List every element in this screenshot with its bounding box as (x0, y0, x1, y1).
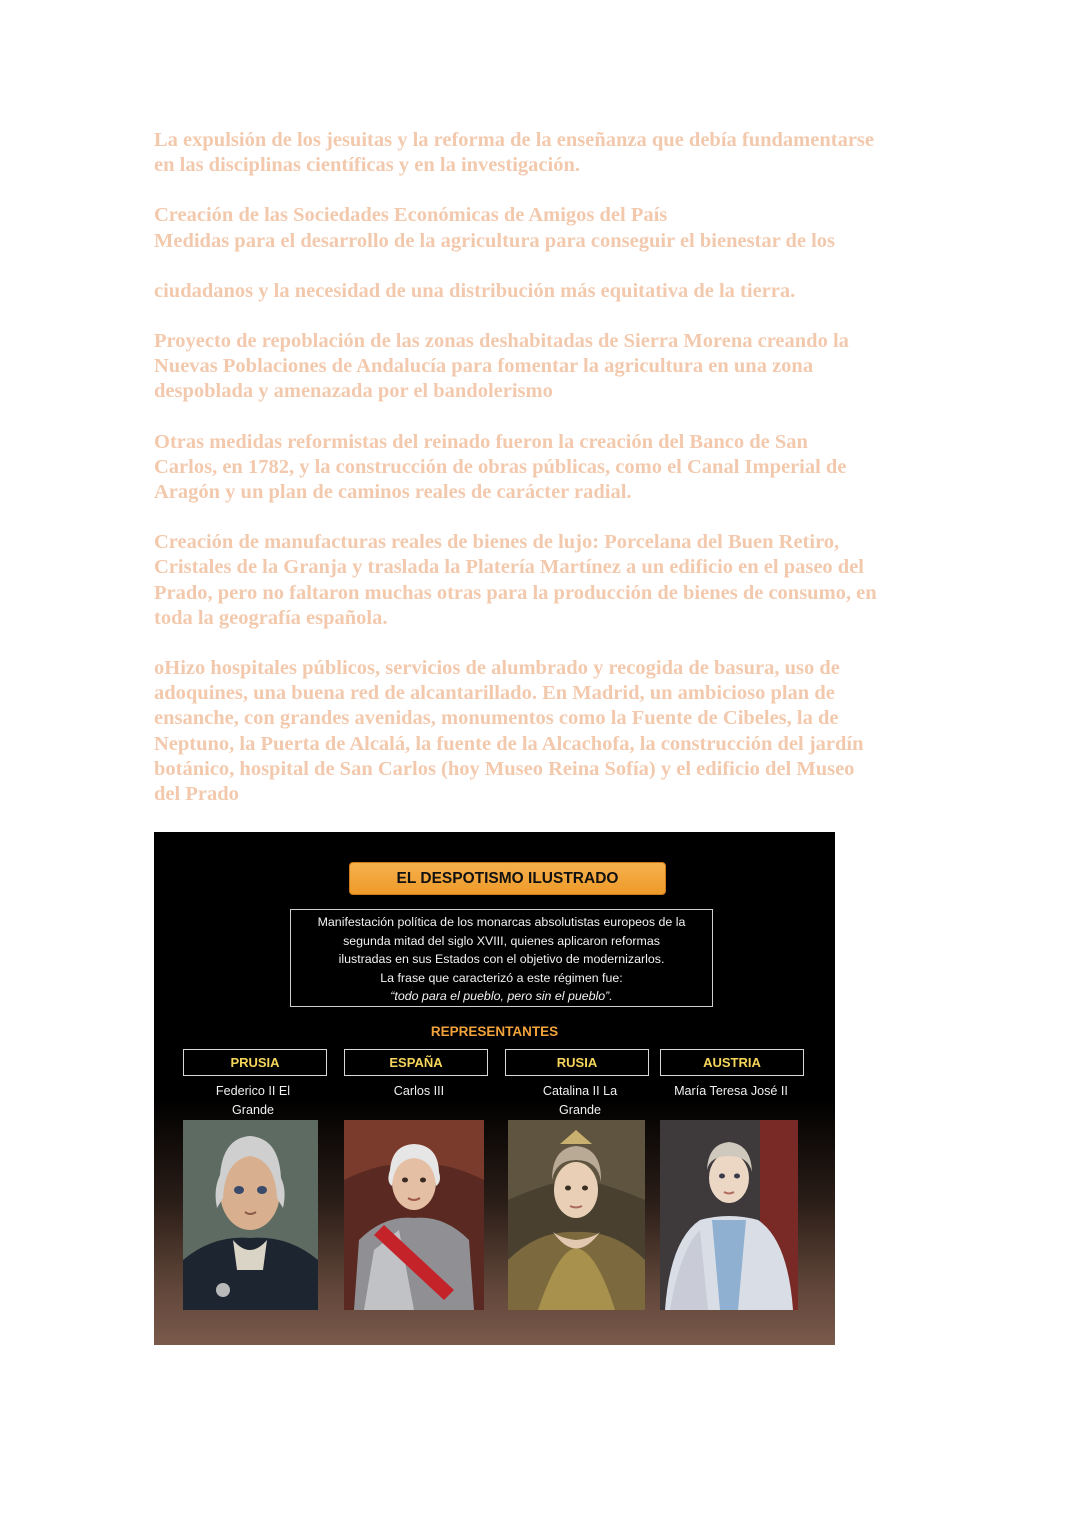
monarch-line: Federico II El (215, 1084, 291, 1098)
monarch-line: Catalina II La (542, 1084, 618, 1098)
text-line: Otras medidas reformistas del reinado fueron la creación del Banco de San (154, 430, 808, 453)
representatives-title: REPRESENTANTES (430, 1024, 559, 1039)
country-prusia: PRUSIA (183, 1049, 327, 1076)
text-line: Proyecto de repoblación de las zonas deshabitadas de Sierra Morena creando la (154, 330, 849, 353)
text-line: Nuevas Poblaciones de Andalucía para fomentar la agricultura en una zona (154, 355, 814, 378)
monarch-line: Grande (231, 1103, 274, 1117)
definition-line: ilustradas en sus Estados con el objetivo de modernizarlos. (338, 952, 665, 966)
text-line: en las disciplinas científicas y en la investigación. (154, 154, 580, 177)
monarch-rusia (508, 1082, 652, 1120)
monarch-line: Grande (558, 1103, 601, 1117)
portrait-maria-teresa (660, 1120, 798, 1310)
text-line: Creación de manufacturas reales de bienes de lujo: Porcelana del Buen Retiro, (154, 531, 840, 554)
text-line: botánico, hospital de San Carlos (hoy Museo Reina Sofía) y el edificio del Museo (154, 757, 855, 780)
text-line: del Prado (154, 783, 239, 806)
paragraph-sociedades (154, 203, 944, 304)
portrait-catalina (508, 1120, 645, 1310)
portrait-carlos (344, 1120, 484, 1310)
paragraph-jesuitas (154, 128, 944, 178)
paragraph-manufacturas (154, 530, 944, 631)
monarch-austria (659, 1082, 803, 1101)
paragraph-repoblacion (154, 329, 944, 405)
monarch-prusia (181, 1082, 325, 1120)
portrait-federico (183, 1120, 318, 1310)
slide-title: EL DESPOTISMO ILUSTRADO (349, 862, 666, 895)
document-text (154, 128, 944, 832)
text-line: Prado, pero no faltaron muchas otras para la producción de bienes de consumo, en (154, 581, 877, 604)
text-line: Carlos, en 1782, y la construcción de obras públicas, como el Canal Imperial de (154, 455, 847, 478)
monarch-line: María Teresa José II (674, 1084, 788, 1098)
text-line: La expulsión de los jesuitas y la reforma de la enseñanza que debía fundamentarse (154, 129, 875, 151)
country-rusia: RUSIA (505, 1049, 649, 1076)
text-line: Medidas para el desarrollo de la agricultura para conseguir el bienestar de los (154, 229, 836, 252)
country-espana: ESPAÑA (344, 1049, 488, 1076)
text-line: Cristales de la Granja y traslada la Platería Martínez a un edificio en el paseo del (154, 556, 865, 579)
definition-line: Manifestación política de los monarcas absolutistas europeos de la (317, 915, 686, 929)
text-line: ensanche, con grandes avenidas, monumentos como la Fuente de Cibeles, la de (154, 707, 839, 730)
monarch-espana (347, 1082, 491, 1101)
paragraph-hospitales (154, 656, 944, 807)
text-line: Aragón y un plan de caminos reales de carácter radial. (154, 481, 632, 504)
definition-line: segunda mitad del siglo XVIII, quienes aplicaron reformas (343, 933, 660, 948)
text-line: toda la geografía española. (154, 606, 388, 629)
text-line: despoblada y amenazada por el bandolerismo (154, 380, 553, 403)
monarch-line: Carlos III (393, 1084, 445, 1098)
text-line: ciudadanos y la necesidad de una distribución más equitativa de la tierra. (154, 279, 796, 302)
text-line: adoquines, una buena red de alcantarillado. En Madrid, un ambicioso plan de (154, 682, 835, 705)
despotismo-slide-image (154, 832, 835, 1345)
country-austria: AUSTRIA (660, 1049, 804, 1076)
definition-quote: “todo para el pueblo, pero sin el pueblo”. (390, 989, 613, 1003)
paragraph-banco (154, 430, 944, 506)
text-line: Creación de las Sociedades Económicas de Amigos del País (154, 204, 668, 227)
definition-line: La frase que caracterizó a este régimen fue: (380, 970, 623, 985)
text-line: oHizo hospitales públicos, servicios de alumbrado y recogida de basura, uso de (154, 657, 840, 680)
definition-box (290, 909, 713, 1007)
text-line: Neptuno, la Puerta de Alcalá, la fuente de la Alcachofa, la construcción del jardín (154, 732, 864, 755)
